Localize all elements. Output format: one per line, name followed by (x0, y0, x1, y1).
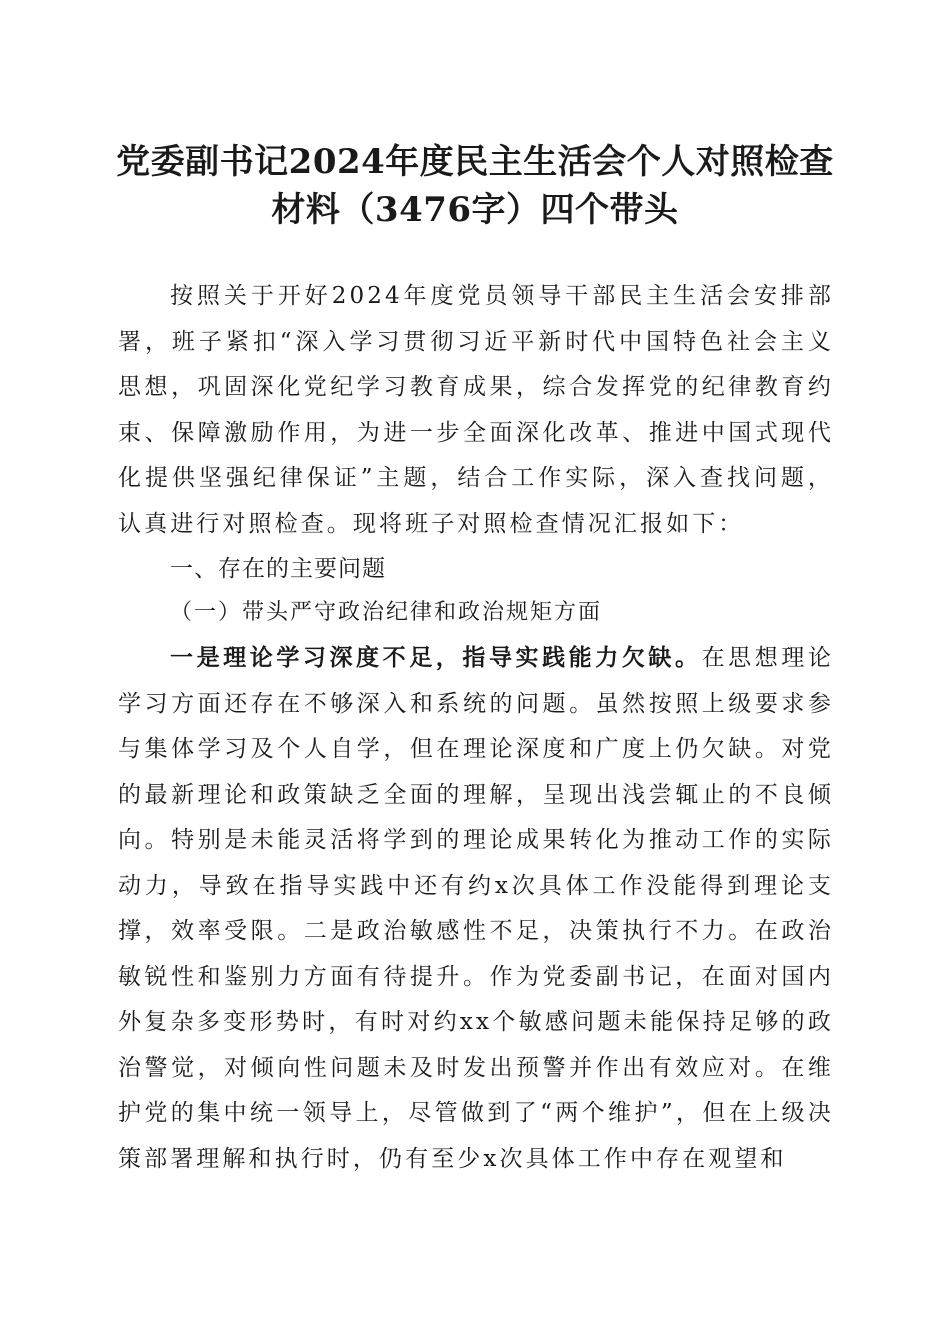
document-body (118, 274, 834, 1182)
section-heading: 一、存在的主要问题 (170, 556, 386, 582)
intro-paragraph: 按照关于开好2024年度党员领导干部民主生活会安排部署，班子紧扣“深入学习贯彻习近平新时代中国特色社会主义思想，巩固深化党纪学习教育成果，综合发挥党的纪律教育约束、保障激励作用，为进一步全面深化改革、推进中国式现代化提供坚强纪律保证”主题，结合工作实际，深入查找问题，认真进行对照检查。现将班子对照检查情况汇报如下： (118, 283, 834, 537)
body-paragraph (118, 635, 834, 1182)
point-lead: 一是理论学习深度不足，指导实践能力欠缺。 (170, 644, 702, 671)
document-title: 党委副书记2024年度民主生活会个人对照检查材料（3476字）四个带头 (116, 142, 834, 230)
subsection-heading: （一）带头严守政治纪律和政治规矩方面 (170, 600, 603, 625)
point-body: 在思想理论学习方面还存在不够深入和系统的问题。虽然按照上级要求参与集体学习及个人自学，但在理论深度和广度上仍欠缺。对党的最新理论和政策缺乏全面的理解，呈现出浅尝辄止的不良倾向。特别是未能灵活将学到的理论成果转化为推动工作的实际动力，导致在指导实践中还有约x次具体工作没能得到理论支撑，效率受限。二是政治敏感性不足，决策执行不力。在政治敏锐性和鉴别力方面有待提升。作为党委副书记，在面对国内外复杂多变形势时，有时对约xx个敏感问题未能保持足够的政治警觉，对倾向性问题未及时发出预警并作出有效应对。在维护党的集中统一领导上，尽管做到了“两个维护”，但在上级决策部署理解和执行时，仍有至少x次具体工作中存在观望和 (118, 645, 835, 1172)
